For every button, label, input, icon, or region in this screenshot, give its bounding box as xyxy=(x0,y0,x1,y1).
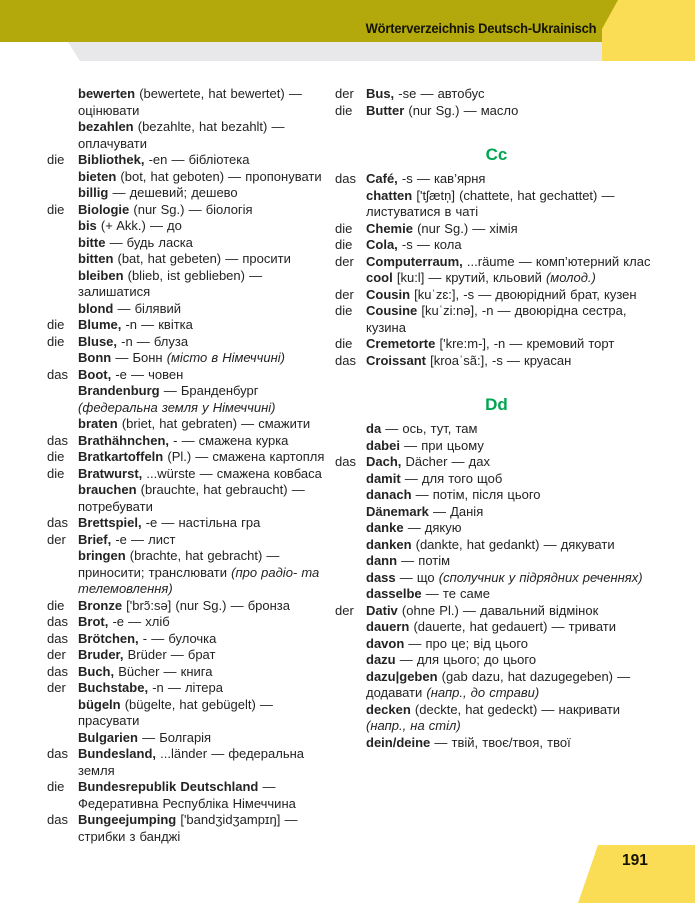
article-label xyxy=(335,188,366,221)
article-label: der xyxy=(335,286,354,302)
dictionary-entry xyxy=(47,350,330,367)
dictionary-entry xyxy=(47,614,330,631)
dictionary-entry xyxy=(47,251,330,268)
dictionary-entry xyxy=(47,515,330,532)
entry-text: Biologie (nur Sg.) — біологія xyxy=(78,201,253,217)
entry-text: bleiben (blieb, ist geblieben) — залишатися xyxy=(78,267,263,299)
article-label xyxy=(47,416,78,433)
article-label xyxy=(335,504,366,521)
entry-text: Brandenburg — Бранденбург (федеральна земля у Німеччині) xyxy=(78,383,276,415)
entry-text: Dach, Dächer — дах xyxy=(366,454,490,469)
entry-text: Bundesrepublik Deutschland — Федеративна Республіка Німеччина xyxy=(78,779,296,811)
page-title: Wörterverzeichnis Deutsch-Ukrainisch xyxy=(365,21,596,36)
entry-text: bitte — будь ласка xyxy=(78,234,193,250)
article-label xyxy=(335,702,366,735)
entry-text: Café, -s — кав’ярня xyxy=(366,171,486,186)
entry-text: chatten ['tʃætn̩] (chattete, hat gechattet) — листуватися в чаті xyxy=(366,187,615,219)
dictionary-entry xyxy=(47,169,330,186)
entry-text: danke — дякую xyxy=(366,520,462,535)
dictionary-entry xyxy=(335,438,658,455)
dictionary-entry xyxy=(47,449,330,466)
dictionary-entry xyxy=(47,416,330,433)
article-label: die xyxy=(47,152,65,167)
dictionary-entry xyxy=(47,730,330,747)
entry-text: Cousine [kuˈzi:nə], -n — двоюрідна сестра, кузина xyxy=(366,303,627,335)
dictionary-entry xyxy=(47,152,330,169)
entry-text: Croissant [kroaˈsã:], -s — круасан xyxy=(366,352,572,368)
article-label xyxy=(335,652,366,669)
entry-text: Dänemark — Данія xyxy=(366,503,484,519)
entry-text: Butter (nur Sg.) — масло xyxy=(366,102,519,118)
dictionary-entry xyxy=(47,746,330,779)
entry-text: bewerten (bewertete, hat bewertet) — оцінювати xyxy=(78,86,302,118)
article-label: die xyxy=(335,102,353,118)
article-label xyxy=(47,86,78,119)
entry-text: Buchstabe, -n — літера xyxy=(78,680,223,695)
article-label xyxy=(335,487,366,504)
dictionary-entry xyxy=(47,548,330,598)
article-label: die xyxy=(47,779,65,794)
dictionary-entry xyxy=(47,433,330,450)
article-label xyxy=(335,520,366,537)
entry-text: Brettspiel, -e — настільна гра xyxy=(78,515,261,530)
entry-text: Bluse, -n — блуза xyxy=(78,333,189,349)
entry-text: decken (deckte, hat gedeckt) — накривати (напр., на стіл) xyxy=(366,701,621,733)
entry-text: bringen (brachte, hat gebracht) — приносити; транслювати (про радіо- та телемовлення) xyxy=(78,548,320,596)
article-label xyxy=(47,268,78,301)
dictionary-column-right xyxy=(335,86,658,751)
dictionary-entry xyxy=(335,171,658,188)
dictionary-entry xyxy=(335,270,658,287)
dictionary-entry xyxy=(335,553,658,570)
article-label: das xyxy=(47,432,68,448)
entry-text: Cremetorte ['kre:m-], -n — кремовий торт xyxy=(366,336,615,351)
entry-text: Boot, -e — човен xyxy=(78,366,184,382)
article-label xyxy=(335,421,366,438)
article-label xyxy=(47,218,78,235)
dictionary-entry xyxy=(335,586,658,603)
dictionary-entry xyxy=(47,218,330,235)
article-label xyxy=(335,537,366,554)
article-label: das xyxy=(335,454,356,469)
article-label xyxy=(335,735,366,752)
article-label: die xyxy=(335,220,353,236)
entry-text: billig — дешевий; дешево xyxy=(78,185,238,200)
article-label: das xyxy=(47,515,68,530)
entry-text: dabei — при цьому xyxy=(366,437,484,453)
entry-text: Brötchen, - — булочка xyxy=(78,630,217,646)
dictionary-entry xyxy=(47,86,330,119)
entry-text: bügeln (bügelte, hat gebügelt) — прасувати xyxy=(78,696,273,728)
entry-text: bitten (bat, hat gebeten) — просити xyxy=(78,251,291,266)
article-label xyxy=(47,383,78,416)
entry-text: da — ось, тут, там xyxy=(366,421,478,436)
dictionary-entry xyxy=(47,119,330,152)
dictionary-entry xyxy=(47,383,330,416)
entry-text: Bus, -se — автобус xyxy=(366,86,485,101)
entry-text: Computerraum, ...räume — комп’ютерний клас xyxy=(366,253,651,269)
article-label xyxy=(335,270,366,287)
entry-text: dasselbe — те саме xyxy=(366,586,490,601)
dictionary-entry xyxy=(47,466,330,483)
entry-text: braten (briet, hat gebraten) — смажити xyxy=(78,416,311,431)
entry-text: Bruder, Brüder — брат xyxy=(78,647,216,662)
dictionary-entry xyxy=(335,421,658,438)
entry-text: Blume, -n — квітка xyxy=(78,317,193,332)
header-gray-strip xyxy=(68,42,695,61)
dictionary-entry xyxy=(47,185,330,202)
entry-text: danach — потім, після цього xyxy=(366,487,541,502)
article-label: das xyxy=(47,630,68,646)
article-label xyxy=(335,586,366,603)
entry-text: dass — що (сполучник у підрядних реченнях) xyxy=(366,569,643,585)
dictionary-entry xyxy=(335,471,658,488)
article-label: das xyxy=(335,352,356,368)
dictionary-entry xyxy=(47,334,330,351)
entry-text: bis (+ Akk.) — до xyxy=(78,218,182,233)
dictionary-entry xyxy=(335,103,658,120)
article-label: die xyxy=(335,336,353,351)
entry-text: davon — про це; від цього xyxy=(366,635,529,651)
article-label: der xyxy=(335,86,354,101)
entry-text: Chemie (nur Sg.) — хімія xyxy=(366,220,518,236)
article-label xyxy=(47,482,78,515)
entry-text: dein/deine — твій, твоє/твоя, твої xyxy=(366,734,571,750)
dictionary-entry xyxy=(335,86,658,103)
article-label: die xyxy=(47,317,65,332)
dictionary-entry xyxy=(47,697,330,730)
dictionary-entry xyxy=(47,235,330,252)
dictionary-entry xyxy=(47,317,330,334)
article-label xyxy=(47,548,78,598)
article-label: die xyxy=(47,201,65,217)
dictionary-entry xyxy=(335,487,658,504)
article-label xyxy=(47,251,78,268)
dictionary-entry xyxy=(47,647,330,664)
dictionary-entry xyxy=(335,669,658,702)
article-label xyxy=(47,730,78,747)
dictionary-entry xyxy=(47,664,330,681)
article-label xyxy=(335,471,366,488)
entry-text: Bratwurst, ...würste — смажена ковбаса xyxy=(78,465,322,481)
article-label xyxy=(335,636,366,653)
dictionary-entry xyxy=(335,636,658,653)
article-label xyxy=(47,301,78,318)
article-label xyxy=(335,438,366,455)
dictionary-entry xyxy=(47,202,330,219)
article-label xyxy=(47,169,78,186)
dictionary-entry xyxy=(335,504,658,521)
entry-text: Brot, -e — хліб xyxy=(78,614,170,629)
article-label xyxy=(335,570,366,587)
entry-text: Brathähnchen, - — смажена курка xyxy=(78,432,289,448)
dictionary-entry xyxy=(47,680,330,697)
article-label: das xyxy=(47,812,68,827)
entry-text: bieten (bot, hat geboten) — пропонувати xyxy=(78,168,322,184)
article-label: die xyxy=(47,333,65,349)
article-label xyxy=(47,185,78,202)
dictionary-entry xyxy=(335,353,658,370)
dictionary-entry xyxy=(335,221,658,238)
article-label: der xyxy=(335,602,354,618)
article-label xyxy=(335,669,366,702)
entry-text: blond — білявий xyxy=(78,300,182,316)
entry-text: dauern (dauerte, hat gedauert) — тривати xyxy=(366,619,617,634)
dictionary-entry xyxy=(47,598,330,615)
article-label: der xyxy=(47,531,66,547)
entry-text: Bronze ['brɔ̃:sə] (nur Sg.) — бронза xyxy=(78,597,290,613)
article-label xyxy=(47,235,78,252)
entry-text: Cola, -s — кола xyxy=(366,237,462,252)
entry-text: Bibliothek, -en — бібліотека xyxy=(78,152,250,167)
dictionary-column-left xyxy=(47,86,330,845)
dictionary-entry xyxy=(47,367,330,384)
article-label: die xyxy=(47,597,65,613)
article-label: die xyxy=(335,237,353,252)
entry-text: Dativ (ohne Pl.) — давальний відмінок xyxy=(366,602,599,618)
article-label: die xyxy=(47,465,65,481)
dictionary-entry xyxy=(335,570,658,587)
article-label xyxy=(335,619,366,636)
dictionary-entry xyxy=(335,454,658,471)
entry-text: dazu — для цього; до цього xyxy=(366,652,537,667)
entry-text: damit — для того щоб xyxy=(366,470,503,486)
dictionary-entry xyxy=(335,537,658,554)
dictionary-entry xyxy=(335,652,658,669)
entry-text: Bratkartoffeln (Pl.) — смажена картопля xyxy=(78,449,325,464)
entry-text: Brief, -e — лист xyxy=(78,531,176,547)
entry-text: bezahlen (bezahlte, hat bezahlt) — оплачувати xyxy=(78,119,285,151)
dictionary-entry xyxy=(47,812,330,845)
article-label: der xyxy=(47,647,66,662)
dictionary-entry xyxy=(47,268,330,301)
dictionary-entry xyxy=(335,237,658,254)
article-label: das xyxy=(335,171,356,186)
dictionary-entry xyxy=(335,287,658,304)
dictionary-entry xyxy=(47,779,330,812)
dictionary-entry xyxy=(47,631,330,648)
article-label xyxy=(47,119,78,152)
entry-text: Bundesland, ...länder — федеральна земля xyxy=(78,746,305,778)
article-label: das xyxy=(47,366,68,382)
header-yellow-corner xyxy=(602,0,695,61)
article-label: das xyxy=(47,746,68,761)
article-label xyxy=(335,553,366,570)
entry-text: Bonn — Бонн (місто в Німеччині) xyxy=(78,350,285,365)
dictionary-entry xyxy=(47,532,330,549)
dictionary-entry xyxy=(335,702,658,735)
article-label: die xyxy=(47,449,65,464)
entry-text: Cousin [kuˈzɛ:], -s — двоюрідний брат, кузен xyxy=(366,286,637,302)
article-label xyxy=(47,350,78,367)
entry-text: Buch, Bücher — книга xyxy=(78,663,213,679)
dictionary-entry xyxy=(335,303,658,336)
dictionary-entry xyxy=(335,619,658,636)
article-label: der xyxy=(47,680,66,695)
article-label: der xyxy=(335,253,354,269)
dictionary-entry xyxy=(335,603,658,620)
article-label: das xyxy=(47,614,68,629)
article-label xyxy=(47,697,78,730)
entry-text: dazu|geben (gab dazu, hat dazugegeben) — додавати (напр., до страви) xyxy=(366,668,631,700)
dictionary-entry xyxy=(335,336,658,353)
entry-text: brauchen (brauchte, hat gebraucht) — потребувати xyxy=(78,482,305,514)
page-number: 191 xyxy=(622,852,648,869)
article-label: die xyxy=(335,303,353,318)
dictionary-entry xyxy=(47,301,330,318)
article-label: das xyxy=(47,663,68,679)
dictionary-entry xyxy=(335,520,658,537)
section-heading: Cc xyxy=(485,145,508,164)
entry-text: cool [ku:l] — крутий, кльовий (молод.) xyxy=(366,270,596,285)
entry-text: dann — потім xyxy=(366,553,451,568)
entry-text: Bulgarien — Болгарія xyxy=(78,729,212,745)
dictionary-entry xyxy=(47,482,330,515)
entry-text: danken (dankte, hat gedankt) — дякувати xyxy=(366,536,615,552)
dictionary-entry xyxy=(335,735,658,752)
dictionary-entry xyxy=(335,188,658,221)
entry-text: Bungeejumping ['bandʒidʒampɪŋ] — стрибки з банджі xyxy=(78,812,298,844)
section-heading: Dd xyxy=(485,395,508,414)
dictionary-entry xyxy=(335,254,658,271)
